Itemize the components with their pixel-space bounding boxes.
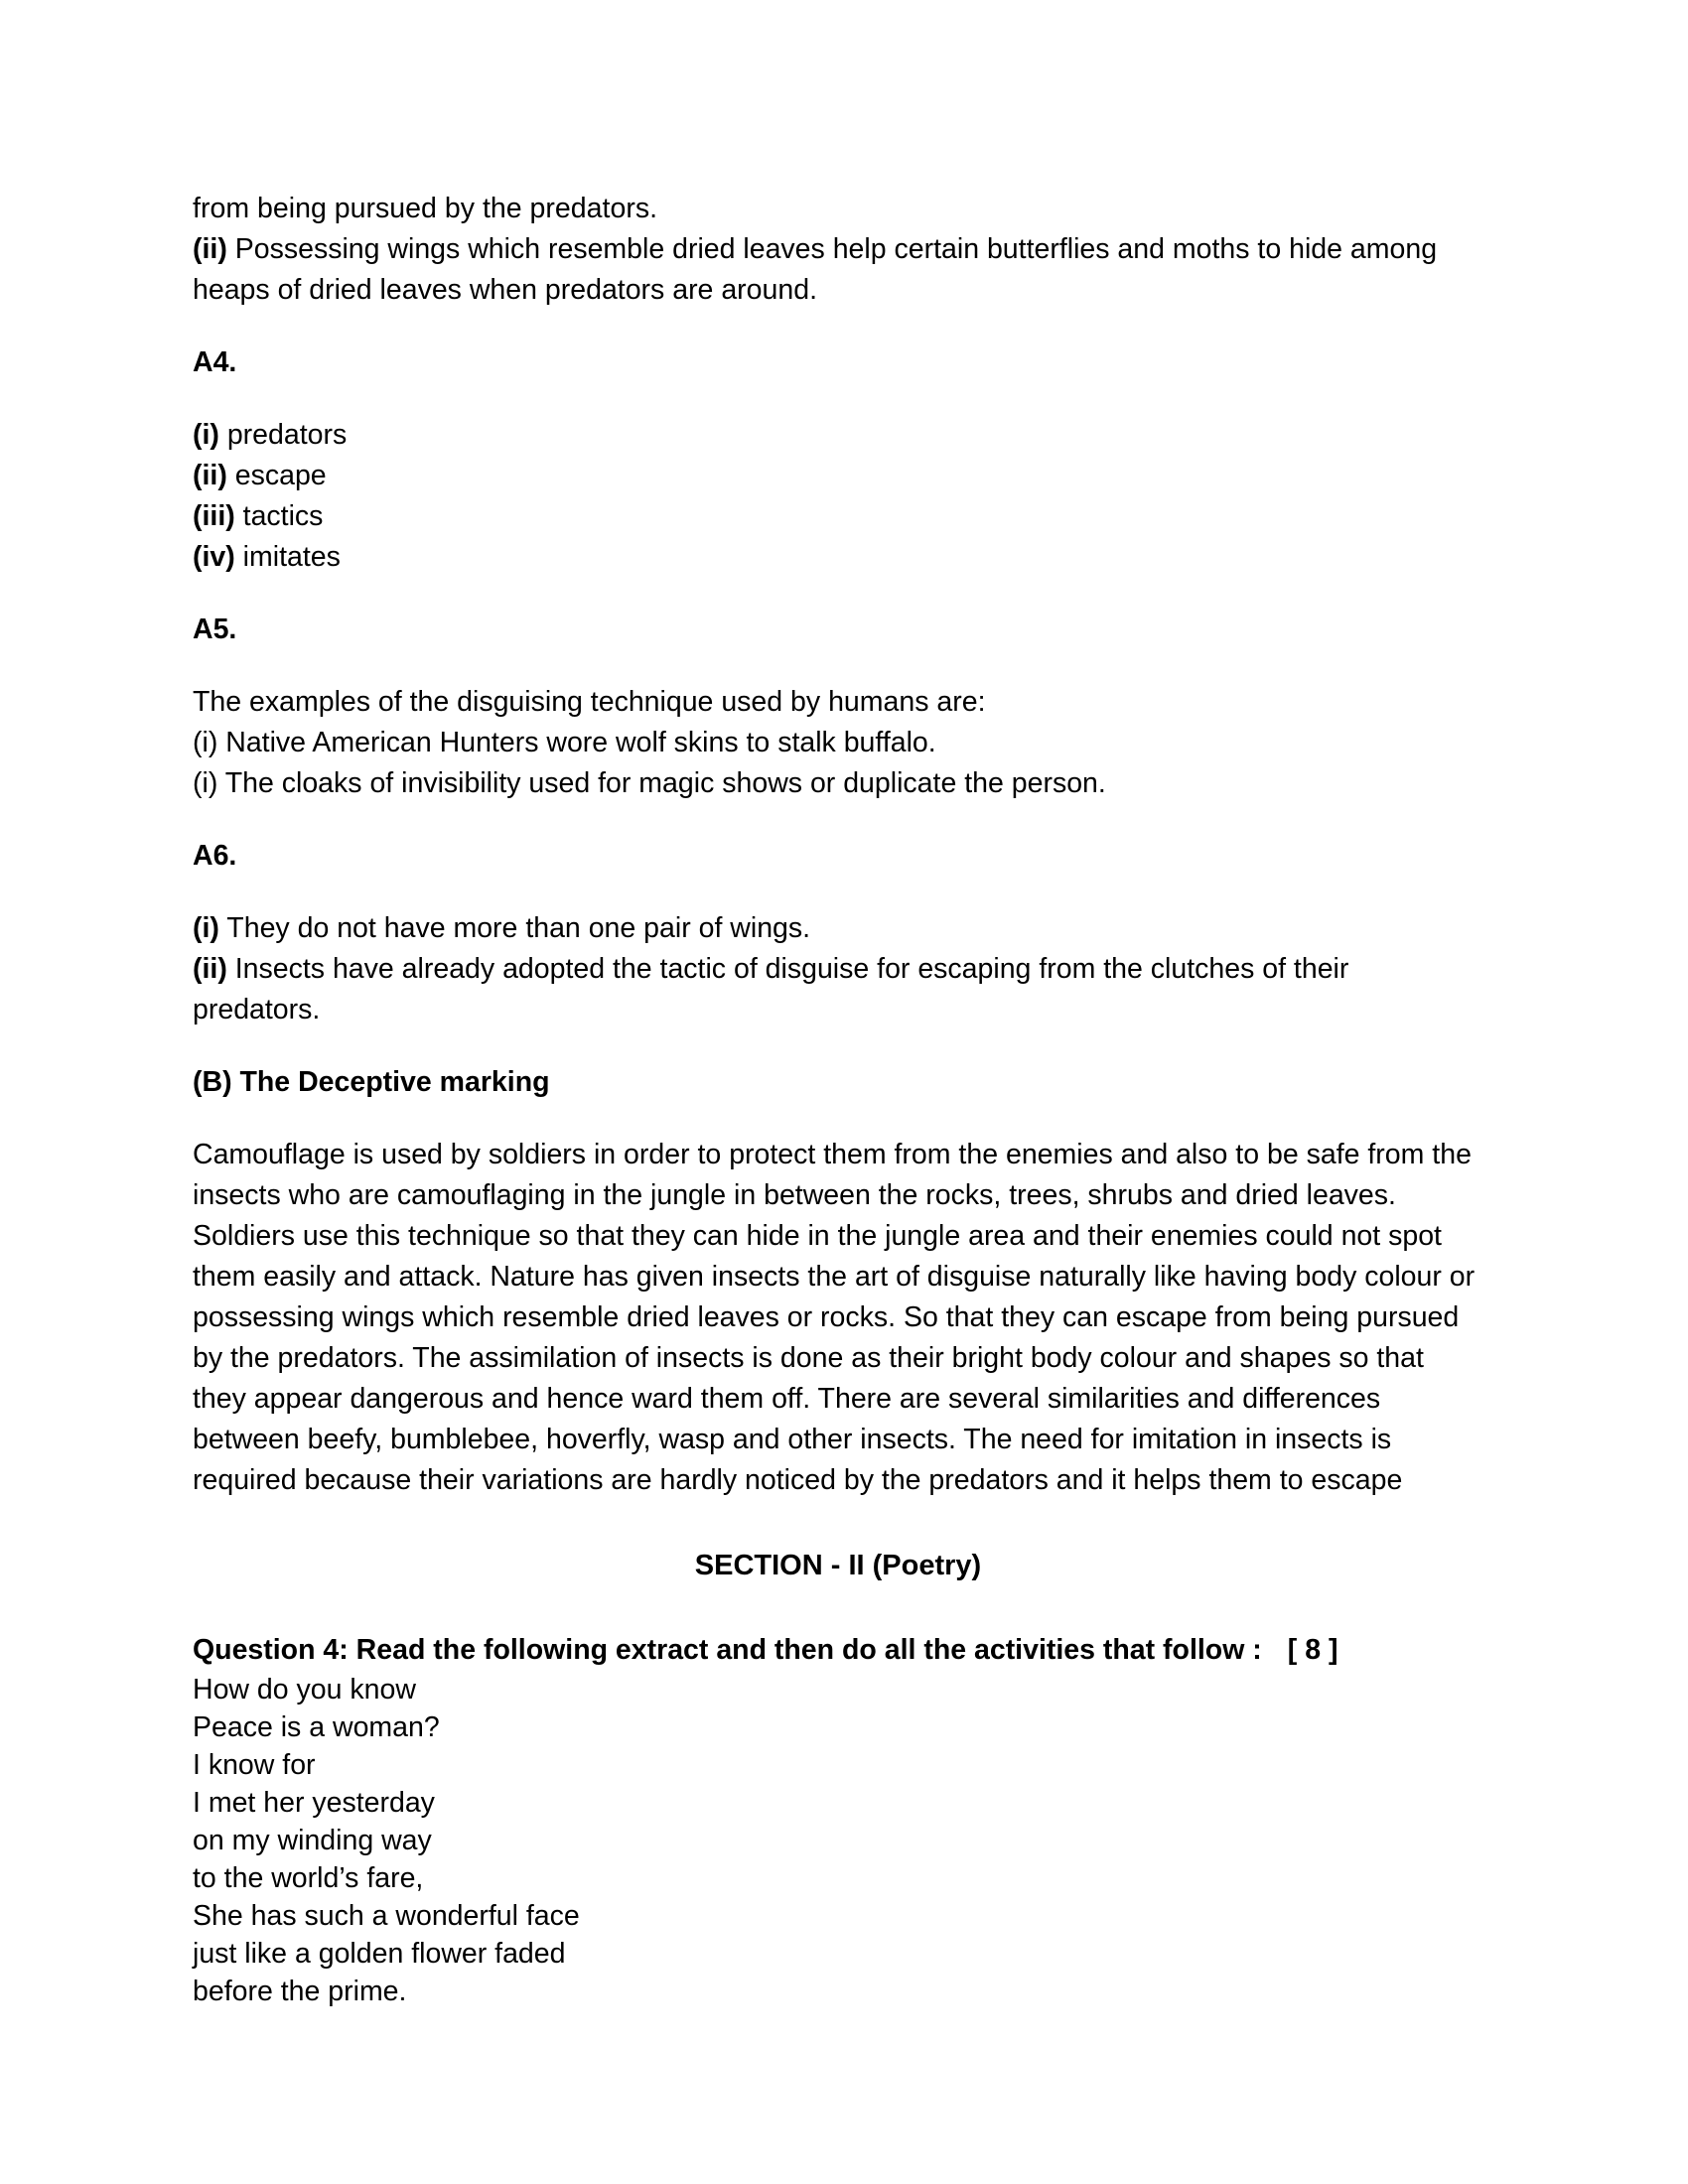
- list-marker: (iii): [193, 500, 235, 532]
- poem-line: to the world’s fare,: [193, 1862, 424, 1894]
- poem-line: just like a golden flower faded: [193, 1938, 566, 1970]
- poem-line: Peace is a woman?: [193, 1711, 440, 1743]
- poem-line: on my winding way: [193, 1825, 432, 1856]
- list-marker: (ii): [193, 460, 227, 491]
- continuation-line-1: from being pursued by the predators.: [193, 193, 658, 224]
- answer-label-a6: A6.: [193, 840, 237, 872]
- spacer: [193, 650, 1483, 682]
- list-text: escape: [226, 460, 327, 491]
- poem-extract: [193, 1671, 1483, 2010]
- a4-item: [193, 415, 1483, 456]
- poem-line: before the prime.: [193, 1976, 407, 2007]
- question-4-heading: [193, 1630, 1483, 1671]
- a5-item: (i) Native American Hunters wore wolf skins to stalk buffalo.: [193, 727, 936, 758]
- poem-line: How do you know: [193, 1674, 416, 1706]
- spacer: [193, 1586, 1483, 1630]
- a4-item-list: [193, 415, 1483, 578]
- a4-item: [193, 456, 1483, 496]
- document-body: [193, 189, 1483, 2010]
- subsection-b-heading: (B) The Deceptive marking: [193, 1066, 550, 1098]
- list-text: They do not have more than one pair of wings.: [218, 912, 811, 944]
- spacer: [193, 311, 1483, 342]
- continuation-marker: (ii): [193, 233, 227, 265]
- a5-block: [193, 682, 1483, 804]
- list-text: tactics: [234, 500, 324, 532]
- spacer: [193, 804, 1483, 836]
- poem-line: I met her yesterday: [193, 1787, 435, 1819]
- list-marker: (ii): [193, 953, 227, 985]
- poem-line: I know for: [193, 1749, 316, 1781]
- deceptive-marking-paragraph: Camouflage is used by soldiers in order to protect them from the enemies and also to be safe from the insects who are camouflaging in the jungle in between the rocks, trees, shrubs and dried leaves. Soldiers use this technique so that they can hide in the jungle area and their enemies could not spot them easily and attack. Nature has given insects the art of disguise naturally like having body colour or possessing wings which resemble dried leaves or rocks. So that they can escape from being pursued by the predators. The assimilation of insects is done as their bright body colour and shapes so that they appear dangerous and hence ward them off. There are several similarities and differences between beefy, bumblebee, hoverfly, wasp and other insects. The need for imitation in insects is required because their variations are hardly noticed by the predators and it helps them to escape: [193, 1139, 1476, 1496]
- spacer: [193, 383, 1483, 415]
- spacer: [193, 578, 1483, 610]
- continuation-text: Possessing wings which resemble dried leaves help certain butterflies and moths to hide among heaps of dried leaves when predators are around.: [193, 233, 1438, 306]
- list-text: predators: [218, 419, 348, 451]
- list-text: Insects have already adopted the tactic of disguise for escaping from the clutches of their predators.: [193, 953, 1349, 1025]
- a4-item: [193, 496, 1483, 537]
- spacer: [193, 1030, 1483, 1062]
- section-two-heading: SECTION - II (Poetry): [694, 1550, 982, 1581]
- a4-item: [193, 537, 1483, 578]
- question-4-marks: [ 8 ]: [1287, 1634, 1338, 1666]
- a6-block: [193, 908, 1483, 1030]
- list-marker: (i): [193, 419, 219, 451]
- list-marker: (i): [193, 912, 219, 944]
- answer-label-a4: A4.: [193, 346, 237, 378]
- list-text: imitates: [234, 541, 341, 573]
- spacer: [193, 1501, 1483, 1545]
- answer-label-a5: A5.: [193, 614, 237, 645]
- poem-line: She has such a wonderful face: [193, 1900, 580, 1932]
- a5-intro: The examples of the disguising technique used by humans are:: [193, 686, 986, 718]
- a5-item: (i) The cloaks of invisibility used for magic shows or duplicate the person.: [193, 767, 1106, 799]
- question-4-text: Question 4: Read the following extract and then do all the activities that follow :: [193, 1634, 1262, 1666]
- a6-item: [193, 949, 1483, 1030]
- continuation-line-2: [193, 229, 1483, 311]
- spacer: [193, 877, 1483, 908]
- list-marker: (iv): [193, 541, 235, 573]
- spacer: [193, 1103, 1483, 1135]
- a6-item: [193, 908, 1483, 949]
